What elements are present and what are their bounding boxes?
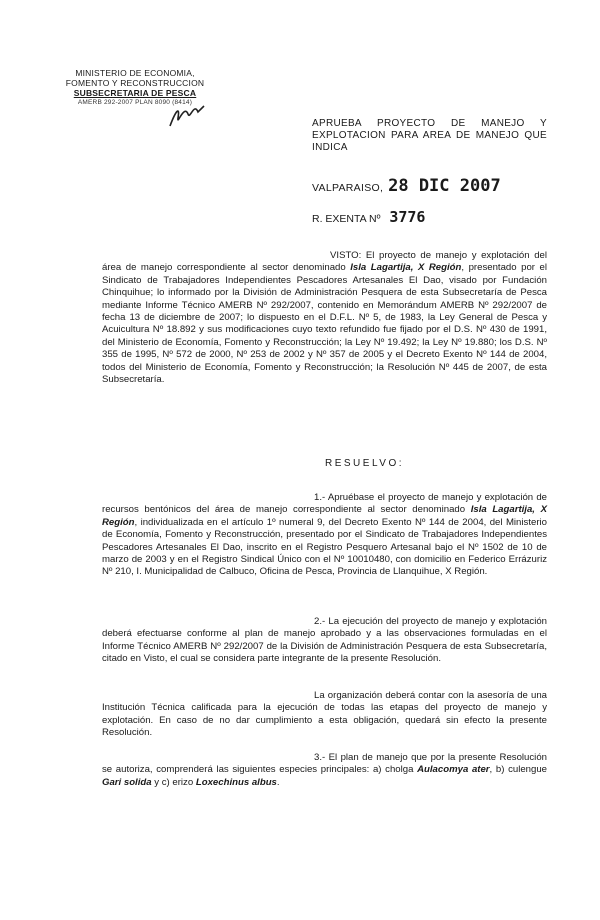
amerb-reference: AMERB 292-2007 PLAN 8090 (8414) [77,99,193,106]
visto-sector-name: Isla Lagartija, X Región [350,262,462,274]
clause-2-text: 2.- La ejecución del proyecto de manejo y explotación deberá efectuarse conforme al plan de manejo aprobado y a las observaciones formuladas en el Informe Técnico AMERB Nº 292/2007 de la División de Administración Pesquera de esta Subsecretaría, citado en Visto, el cual se considera parte integrante de la presente Resolución. [102,616,547,665]
clause-1-text-b: , individualizada en el artículo 1º numeral 9, del Decreto Exento Nº 144 de 2004, del Ministerio de Economía, Fomento y Reconstrucción, presentado por el Sindicato de Trabajadores Independientes Pescadores Artesanales El Dao, inscrito en el Registro Pesquero Artesanal bajo el Nº 1502 de 10 de marzo de 2003 y en el Registro Sindical Único con el Nº 10010480, con domicilio en Federico Errázuriz Nº 210, I. Municipalidad de Calbuco, Oficina de Pesca, Provincia de Llanquihue, X Región. [102,516,547,578]
resuelvo-heading: RESUELVO: [325,458,404,469]
clause-3-text-c: y c) erizo [154,776,194,788]
date-stamp: 28 DIC 2007 [388,176,501,196]
clause-2b-text: La organización deberá contar con la asesoría de una Institución Técnica calificada para la ejecución de todas las etapas del proyecto de manejo y explotación. En caso de no dar cumplimiento a esta obligación, quedará sin efecto la presente Resolución. [102,690,547,739]
visto-text-a: El proyecto de manejo y explotación del área de manejo correspondiente al sector denominado [102,250,547,274]
resolution-number-stamp: 3776 [389,208,426,226]
species-loxechinus: Loxechinus albus [195,776,277,788]
clause-3-text-b: , b) culengue [489,764,548,776]
visto-text-b: , presentado por el Sindicato de Trabajadores Independientes Pescadores Artesanales El Dao, visado por Fundación Chinquihue; lo informado por la División de Administración Pesquera de esta Subsecretaría de Pesca mediante Informe Técnico AMERB Nº 292/2007, contenido en Memorándum AMERB Nº 292/2007 de fecha 13 de diciembre de 2007; lo dispuesto en el D.F.L. Nº 5, de 1983, la Ley General de Pesca y Acuicultura Nº 18.892 y sus modificaciones cuyo texto refundido fue fijado por el D.S. Nº 430 de 1991, del Ministerio de Economía, Fomento y Reconstrucción; la Ley Nº 19.492; la Ley Nº 19.880; los D.S. Nº 355 de 1995, Nº 572 de 2000, Nº 253 de 2002 y Nº 357 de 2005 y el Decreto Exento Nº 144 de 2004, todos del Ministerio de Economía, Fomento y Reconstrucción; la Resolución Nº 445 de 2007, de esta Subsecretaría. [102,262,547,386]
resolution-subject: APRUEBA PROYECTO DE MANEJO Y EXPLOTACION PARA AREA DE MANEJO QUE INDICA [312,118,547,153]
ministry-line-2: FOMENTO Y RECONSTRUCCION [65,78,205,88]
clause-1 [102,492,547,579]
place-and-date [312,176,501,196]
clause-1-text-a: 1.- Apruébase el proyecto de manejo y explotación de recursos bentónicos del área de manejo correspondiente al sector denominado [102,492,547,516]
number-label: Nº [369,213,381,225]
place-label: VALPARAISO, [312,182,384,194]
exenta-label: R. EXENTA [312,213,367,225]
handwritten-signature [168,100,208,132]
clause-3-text-d: . [276,776,280,788]
visto-label: VISTO: [330,250,362,261]
clause-3 [102,752,547,789]
clause-2 [102,616,547,666]
species-gari: Gari solida [102,776,152,788]
visto-paragraph [102,250,547,386]
resolution-number [312,208,425,226]
clause-2-continuation [102,690,547,740]
clause-3-text-a: 3.- El plan de manejo que por la presente Resolución se autoriza, comprenderá las siguientes especies principales: a) cholga [102,752,547,776]
ministry-line-1: MINISTERIO DE ECONOMIA, [75,68,195,78]
species-aulacomya: Aulacomya ater [417,764,490,776]
clause-1-sector-name: Isla Lagartija, X Región [102,504,547,528]
subsecretaria-line: SUBSECRETARIA DE PESCA [73,88,197,98]
